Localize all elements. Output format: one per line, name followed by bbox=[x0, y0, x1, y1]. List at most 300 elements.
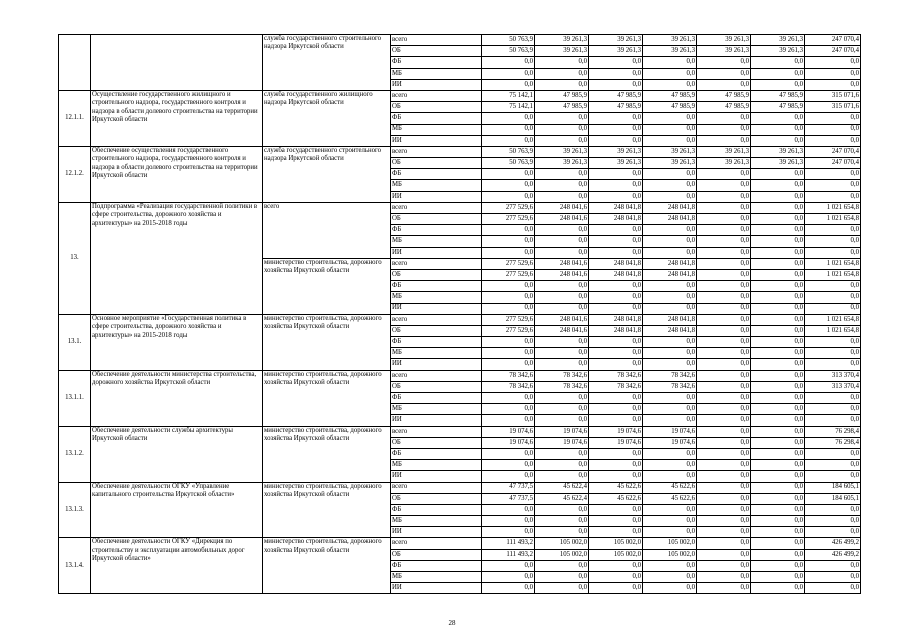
funding-source: ФБ bbox=[391, 337, 482, 348]
amount-value: 248 041,8 bbox=[589, 202, 643, 213]
funding-source: ОБ bbox=[391, 158, 482, 169]
amount-value: 39 261,3 bbox=[589, 146, 643, 157]
table-row bbox=[59, 538, 861, 549]
amount-value: 0,0 bbox=[751, 437, 805, 448]
amount-value: 0,0 bbox=[589, 516, 643, 527]
total-value: 0,0 bbox=[805, 135, 861, 146]
amount-value: 0,0 bbox=[697, 572, 751, 583]
amount-value: 0,0 bbox=[751, 381, 805, 392]
amount-value: 0,0 bbox=[589, 68, 643, 79]
executor-cell: всего bbox=[263, 202, 391, 258]
amount-value: 111 493,2 bbox=[482, 538, 535, 549]
amount-value: 0,0 bbox=[482, 393, 535, 404]
total-value: 0,0 bbox=[805, 516, 861, 527]
amount-value: 39 261,3 bbox=[589, 35, 643, 46]
item-name: Обеспечение осуществления государственного строительного надзора, государственного контроля и надзора в области долевого строительства на территории Иркутской области bbox=[91, 146, 263, 202]
amount-value: 105 002,0 bbox=[643, 549, 697, 560]
amount-value: 277 529,6 bbox=[482, 258, 535, 269]
amount-value: 0,0 bbox=[482, 516, 535, 527]
amount-value: 0,0 bbox=[589, 404, 643, 415]
amount-value: 0,0 bbox=[751, 214, 805, 225]
total-value: 0,0 bbox=[805, 303, 861, 314]
item-number: 12.1.1. bbox=[59, 90, 91, 146]
amount-value: 0,0 bbox=[751, 549, 805, 560]
amount-value: 78 342,6 bbox=[643, 381, 697, 392]
funding-source: ФБ bbox=[391, 393, 482, 404]
amount-value: 45 622,4 bbox=[535, 482, 589, 493]
amount-value: 0,0 bbox=[535, 57, 589, 68]
table-row bbox=[59, 370, 861, 381]
funding-source: всего bbox=[391, 35, 482, 46]
amount-value: 0,0 bbox=[589, 236, 643, 247]
table-row bbox=[59, 482, 861, 493]
amount-value: 0,0 bbox=[482, 527, 535, 538]
amount-value: 0,0 bbox=[751, 393, 805, 404]
total-value: 0,0 bbox=[805, 292, 861, 303]
amount-value: 0,0 bbox=[589, 527, 643, 538]
amount-value: 0,0 bbox=[482, 572, 535, 583]
total-value: 1 021 654,8 bbox=[805, 314, 861, 325]
amount-value: 0,0 bbox=[589, 79, 643, 90]
amount-value: 0,0 bbox=[535, 448, 589, 459]
amount-value: 0,0 bbox=[482, 236, 535, 247]
total-value: 0,0 bbox=[805, 68, 861, 79]
amount-value: 0,0 bbox=[535, 225, 589, 236]
total-value: 0,0 bbox=[805, 393, 861, 404]
amount-value: 75 142,1 bbox=[482, 102, 535, 113]
amount-value: 0,0 bbox=[697, 325, 751, 336]
amount-value: 47 985,9 bbox=[535, 102, 589, 113]
amount-value: 0,0 bbox=[697, 370, 751, 381]
amount-value: 0,0 bbox=[535, 292, 589, 303]
amount-value: 0,0 bbox=[697, 68, 751, 79]
amount-value: 0,0 bbox=[751, 113, 805, 124]
amount-value: 105 002,0 bbox=[535, 538, 589, 549]
executor-cell: министерство строительства, дорожного хозяйства Иркутской области bbox=[263, 482, 391, 538]
amount-value: 0,0 bbox=[751, 560, 805, 571]
amount-value: 248 041,8 bbox=[643, 269, 697, 280]
funding-source: всего bbox=[391, 90, 482, 101]
amount-value: 0,0 bbox=[643, 572, 697, 583]
amount-value: 39 261,3 bbox=[589, 158, 643, 169]
amount-value: 0,0 bbox=[535, 415, 589, 426]
amount-value: 0,0 bbox=[697, 437, 751, 448]
amount-value: 0,0 bbox=[697, 247, 751, 258]
amount-value: 0,0 bbox=[643, 169, 697, 180]
funding-source: ОБ bbox=[391, 46, 482, 57]
amount-value: 0,0 bbox=[751, 57, 805, 68]
total-value: 0,0 bbox=[805, 471, 861, 482]
amount-value: 0,0 bbox=[589, 359, 643, 370]
total-value: 76 298,4 bbox=[805, 426, 861, 437]
amount-value: 47 985,9 bbox=[589, 102, 643, 113]
amount-value: 0,0 bbox=[589, 303, 643, 314]
amount-value: 111 493,2 bbox=[482, 549, 535, 560]
amount-value: 0,0 bbox=[589, 415, 643, 426]
amount-value: 0,0 bbox=[697, 303, 751, 314]
total-value: 184 605,1 bbox=[805, 482, 861, 493]
total-value: 0,0 bbox=[805, 560, 861, 571]
total-value: 0,0 bbox=[805, 572, 861, 583]
amount-value: 0,0 bbox=[535, 124, 589, 135]
amount-value: 0,0 bbox=[697, 460, 751, 471]
amount-value: 78 342,6 bbox=[535, 370, 589, 381]
amount-value: 0,0 bbox=[535, 460, 589, 471]
funding-source: ИИ bbox=[391, 471, 482, 482]
amount-value: 45 622,6 bbox=[643, 493, 697, 504]
amount-value: 0,0 bbox=[751, 504, 805, 515]
amount-value: 0,0 bbox=[535, 247, 589, 258]
amount-value: 0,0 bbox=[482, 348, 535, 359]
item-name: Обеспечение деятельности министерства строительства, дорожного хозяйства Иркутской области bbox=[91, 370, 263, 426]
amount-value: 19 074,6 bbox=[535, 426, 589, 437]
amount-value: 0,0 bbox=[697, 113, 751, 124]
amount-value: 47 985,9 bbox=[535, 90, 589, 101]
item-number: 13.1.3. bbox=[59, 482, 91, 538]
funding-source: ИИ bbox=[391, 303, 482, 314]
table-row bbox=[59, 202, 861, 213]
amount-value: 39 261,3 bbox=[535, 158, 589, 169]
table-row bbox=[59, 426, 861, 437]
amount-value: 0,0 bbox=[751, 135, 805, 146]
funding-source: всего bbox=[391, 314, 482, 325]
amount-value: 0,0 bbox=[643, 348, 697, 359]
funding-source: МБ bbox=[391, 236, 482, 247]
amount-value: 0,0 bbox=[482, 113, 535, 124]
amount-value: 248 041,6 bbox=[535, 214, 589, 225]
amount-value: 0,0 bbox=[751, 370, 805, 381]
amount-value: 0,0 bbox=[535, 180, 589, 191]
amount-value: 277 529,6 bbox=[482, 325, 535, 336]
amount-value: 78 342,6 bbox=[643, 370, 697, 381]
amount-value: 39 261,3 bbox=[535, 35, 589, 46]
total-value: 1 021 654,8 bbox=[805, 258, 861, 269]
funding-source: ФБ bbox=[391, 113, 482, 124]
funding-source: ОБ bbox=[391, 381, 482, 392]
amount-value: 0,0 bbox=[697, 225, 751, 236]
amount-value: 0,0 bbox=[697, 527, 751, 538]
amount-value: 0,0 bbox=[482, 247, 535, 258]
amount-value: 105 002,0 bbox=[643, 538, 697, 549]
total-value: 315 071,6 bbox=[805, 90, 861, 101]
amount-value: 105 002,0 bbox=[535, 549, 589, 560]
amount-value: 0,0 bbox=[697, 57, 751, 68]
amount-value: 45 622,6 bbox=[643, 482, 697, 493]
amount-value: 0,0 bbox=[482, 79, 535, 90]
item-name: Обеспечение деятельности ОГКУ «Управление капитального строительства Иркутской области» bbox=[91, 482, 263, 538]
item-name: Обеспечение деятельности службы архитектуры Иркутской области bbox=[91, 426, 263, 482]
amount-value: 0,0 bbox=[643, 527, 697, 538]
funding-source: ИИ bbox=[391, 135, 482, 146]
amount-value: 19 074,6 bbox=[643, 426, 697, 437]
funding-source: ИИ bbox=[391, 415, 482, 426]
amount-value: 0,0 bbox=[643, 404, 697, 415]
amount-value: 39 261,3 bbox=[643, 46, 697, 57]
amount-value: 0,0 bbox=[482, 359, 535, 370]
total-value: 0,0 bbox=[805, 415, 861, 426]
funding-source: всего bbox=[391, 426, 482, 437]
total-value: 0,0 bbox=[805, 124, 861, 135]
amount-value: 0,0 bbox=[697, 415, 751, 426]
total-value: 0,0 bbox=[805, 79, 861, 90]
amount-value: 39 261,3 bbox=[535, 46, 589, 57]
amount-value: 0,0 bbox=[697, 348, 751, 359]
amount-value: 45 622,4 bbox=[535, 493, 589, 504]
amount-value: 0,0 bbox=[751, 202, 805, 213]
total-value: 1 021 654,8 bbox=[805, 325, 861, 336]
total-value: 0,0 bbox=[805, 348, 861, 359]
amount-value: 0,0 bbox=[643, 516, 697, 527]
amount-value: 0,0 bbox=[589, 471, 643, 482]
amount-value: 0,0 bbox=[535, 303, 589, 314]
amount-value: 0,0 bbox=[643, 471, 697, 482]
amount-value: 0,0 bbox=[751, 538, 805, 549]
amount-value: 0,0 bbox=[589, 247, 643, 258]
amount-value: 47 985,9 bbox=[697, 90, 751, 101]
amount-value: 39 261,3 bbox=[751, 146, 805, 157]
amount-value: 0,0 bbox=[751, 337, 805, 348]
total-value: 0,0 bbox=[805, 225, 861, 236]
total-value: 1 021 654,8 bbox=[805, 269, 861, 280]
executor-cell: министерство строительства, дорожного хозяйства Иркутской области bbox=[263, 258, 391, 314]
amount-value: 0,0 bbox=[535, 504, 589, 515]
amount-value: 0,0 bbox=[589, 292, 643, 303]
funding-source: всего bbox=[391, 538, 482, 549]
amount-value: 0,0 bbox=[482, 448, 535, 459]
total-value: 0,0 bbox=[805, 247, 861, 258]
amount-value: 0,0 bbox=[751, 303, 805, 314]
total-value: 0,0 bbox=[805, 404, 861, 415]
funding-source: всего bbox=[391, 258, 482, 269]
amount-value: 0,0 bbox=[482, 169, 535, 180]
amount-value: 39 261,3 bbox=[643, 35, 697, 46]
amount-value: 0,0 bbox=[697, 493, 751, 504]
amount-value: 0,0 bbox=[697, 482, 751, 493]
funding-source: ФБ bbox=[391, 169, 482, 180]
item-number bbox=[59, 35, 91, 91]
amount-value: 0,0 bbox=[697, 169, 751, 180]
amount-value: 0,0 bbox=[482, 57, 535, 68]
amount-value: 0,0 bbox=[751, 460, 805, 471]
amount-value: 19 074,6 bbox=[482, 426, 535, 437]
amount-value: 0,0 bbox=[589, 572, 643, 583]
item-number: 13.1.4. bbox=[59, 538, 91, 594]
amount-value: 0,0 bbox=[643, 57, 697, 68]
funding-source: ОБ bbox=[391, 437, 482, 448]
amount-value: 0,0 bbox=[589, 560, 643, 571]
funding-source: МБ bbox=[391, 124, 482, 135]
amount-value: 0,0 bbox=[751, 292, 805, 303]
amount-value: 0,0 bbox=[751, 169, 805, 180]
amount-value: 248 041,8 bbox=[589, 214, 643, 225]
amount-value: 0,0 bbox=[482, 191, 535, 202]
amount-value: 0,0 bbox=[751, 426, 805, 437]
amount-value: 0,0 bbox=[535, 404, 589, 415]
amount-value: 0,0 bbox=[697, 191, 751, 202]
amount-value: 0,0 bbox=[751, 482, 805, 493]
amount-value: 248 041,6 bbox=[535, 258, 589, 269]
amount-value: 19 074,6 bbox=[482, 437, 535, 448]
amount-value: 0,0 bbox=[589, 180, 643, 191]
executor-cell: министерство строительства, дорожного хозяйства Иркутской области bbox=[263, 370, 391, 426]
amount-value: 0,0 bbox=[589, 169, 643, 180]
amount-value: 105 002,0 bbox=[589, 549, 643, 560]
amount-value: 0,0 bbox=[482, 415, 535, 426]
funding-source: ИИ bbox=[391, 79, 482, 90]
amount-value: 248 041,6 bbox=[535, 269, 589, 280]
funding-source: МБ bbox=[391, 572, 482, 583]
amount-value: 0,0 bbox=[482, 124, 535, 135]
amount-value: 0,0 bbox=[751, 124, 805, 135]
amount-value: 0,0 bbox=[589, 460, 643, 471]
amount-value: 0,0 bbox=[751, 471, 805, 482]
amount-value: 78 342,6 bbox=[589, 370, 643, 381]
total-value: 1 021 654,8 bbox=[805, 214, 861, 225]
item-name: Обеспечение деятельности ОГКУ «Дирекция по строительству и эксплуатации автомобильных дорог Иркутской области» bbox=[91, 538, 263, 594]
amount-value: 0,0 bbox=[589, 393, 643, 404]
amount-value: 0,0 bbox=[482, 471, 535, 482]
total-value: 0,0 bbox=[805, 57, 861, 68]
total-value: 0,0 bbox=[805, 527, 861, 538]
item-number: 13.1. bbox=[59, 314, 91, 370]
amount-value: 248 041,8 bbox=[589, 269, 643, 280]
amount-value: 0,0 bbox=[482, 404, 535, 415]
amount-value: 277 529,6 bbox=[482, 214, 535, 225]
funding-source: МБ bbox=[391, 180, 482, 191]
funding-source: ОБ bbox=[391, 325, 482, 336]
table-row bbox=[59, 146, 861, 157]
total-value: 247 070,4 bbox=[805, 158, 861, 169]
total-value: 0,0 bbox=[805, 448, 861, 459]
amount-value: 0,0 bbox=[697, 426, 751, 437]
amount-value: 0,0 bbox=[751, 325, 805, 336]
amount-value: 39 261,3 bbox=[751, 158, 805, 169]
amount-value: 0,0 bbox=[643, 359, 697, 370]
amount-value: 0,0 bbox=[643, 292, 697, 303]
amount-value: 45 622,6 bbox=[589, 493, 643, 504]
amount-value: 0,0 bbox=[589, 225, 643, 236]
total-value: 76 298,4 bbox=[805, 437, 861, 448]
amount-value: 0,0 bbox=[643, 560, 697, 571]
amount-value: 0,0 bbox=[751, 572, 805, 583]
amount-value: 0,0 bbox=[751, 415, 805, 426]
amount-value: 0,0 bbox=[751, 225, 805, 236]
amount-value: 78 342,6 bbox=[589, 381, 643, 392]
total-value: 313 370,4 bbox=[805, 370, 861, 381]
amount-value: 47 985,9 bbox=[751, 102, 805, 113]
amount-value: 0,0 bbox=[643, 415, 697, 426]
amount-value: 0,0 bbox=[643, 113, 697, 124]
amount-value: 248 041,6 bbox=[535, 314, 589, 325]
total-value: 426 499,2 bbox=[805, 538, 861, 549]
amount-value: 47 985,9 bbox=[589, 90, 643, 101]
amount-value: 0,0 bbox=[697, 180, 751, 191]
amount-value: 0,0 bbox=[643, 303, 697, 314]
amount-value: 277 529,6 bbox=[482, 314, 535, 325]
amount-value: 0,0 bbox=[482, 281, 535, 292]
amount-value: 39 261,3 bbox=[697, 146, 751, 157]
amount-value: 45 622,6 bbox=[589, 482, 643, 493]
amount-value: 0,0 bbox=[482, 180, 535, 191]
amount-value: 248 041,8 bbox=[589, 314, 643, 325]
amount-value: 0,0 bbox=[751, 79, 805, 90]
funding-table bbox=[58, 34, 861, 594]
funding-source: МБ bbox=[391, 68, 482, 79]
amount-value: 75 142,1 bbox=[482, 90, 535, 101]
table-row bbox=[59, 35, 861, 46]
amount-value: 50 763,9 bbox=[482, 35, 535, 46]
amount-value: 0,0 bbox=[535, 348, 589, 359]
total-value: 247 070,4 bbox=[805, 146, 861, 157]
amount-value: 0,0 bbox=[535, 572, 589, 583]
funding-source: всего bbox=[391, 370, 482, 381]
amount-value: 47 737,5 bbox=[482, 493, 535, 504]
amount-value: 0,0 bbox=[482, 303, 535, 314]
amount-value: 78 342,6 bbox=[535, 381, 589, 392]
amount-value: 0,0 bbox=[482, 504, 535, 515]
funding-source: МБ bbox=[391, 516, 482, 527]
funding-source: ФБ bbox=[391, 448, 482, 459]
amount-value: 0,0 bbox=[697, 359, 751, 370]
amount-value: 50 763,9 bbox=[482, 46, 535, 57]
amount-value: 39 261,3 bbox=[589, 46, 643, 57]
table-row bbox=[59, 90, 861, 101]
amount-value: 39 261,3 bbox=[535, 146, 589, 157]
amount-value: 0,0 bbox=[697, 471, 751, 482]
amount-value: 0,0 bbox=[751, 236, 805, 247]
amount-value: 0,0 bbox=[697, 516, 751, 527]
funding-source: МБ bbox=[391, 292, 482, 303]
total-value: 0,0 bbox=[805, 191, 861, 202]
amount-value: 0,0 bbox=[697, 258, 751, 269]
total-value: 313 370,4 bbox=[805, 381, 861, 392]
amount-value: 39 261,3 bbox=[697, 158, 751, 169]
amount-value: 19 074,6 bbox=[589, 426, 643, 437]
amount-value: 47 737,5 bbox=[482, 482, 535, 493]
total-value: 247 070,4 bbox=[805, 35, 861, 46]
amount-value: 0,0 bbox=[697, 124, 751, 135]
table-row bbox=[59, 314, 861, 325]
total-value: 0,0 bbox=[805, 504, 861, 515]
amount-value: 78 342,6 bbox=[482, 370, 535, 381]
amount-value: 0,0 bbox=[643, 504, 697, 515]
amount-value: 78 342,6 bbox=[482, 381, 535, 392]
amount-value: 0,0 bbox=[697, 583, 751, 594]
amount-value: 0,0 bbox=[589, 191, 643, 202]
funding-source: МБ bbox=[391, 348, 482, 359]
item-number: 12.1.2. bbox=[59, 146, 91, 202]
amount-value: 0,0 bbox=[589, 281, 643, 292]
funding-source: ФБ bbox=[391, 281, 482, 292]
amount-value: 0,0 bbox=[482, 225, 535, 236]
amount-value: 0,0 bbox=[482, 460, 535, 471]
amount-value: 0,0 bbox=[751, 269, 805, 280]
amount-value: 39 261,3 bbox=[751, 46, 805, 57]
amount-value: 50 763,9 bbox=[482, 146, 535, 157]
amount-value: 0,0 bbox=[751, 359, 805, 370]
amount-value: 0,0 bbox=[751, 191, 805, 202]
amount-value: 0,0 bbox=[535, 236, 589, 247]
amount-value: 0,0 bbox=[751, 583, 805, 594]
amount-value: 0,0 bbox=[751, 258, 805, 269]
total-value: 426 499,2 bbox=[805, 549, 861, 560]
amount-value: 0,0 bbox=[751, 348, 805, 359]
amount-value: 248 041,8 bbox=[643, 214, 697, 225]
amount-value: 0,0 bbox=[643, 124, 697, 135]
amount-value: 47 985,9 bbox=[697, 102, 751, 113]
amount-value: 0,0 bbox=[697, 236, 751, 247]
amount-value: 0,0 bbox=[535, 68, 589, 79]
